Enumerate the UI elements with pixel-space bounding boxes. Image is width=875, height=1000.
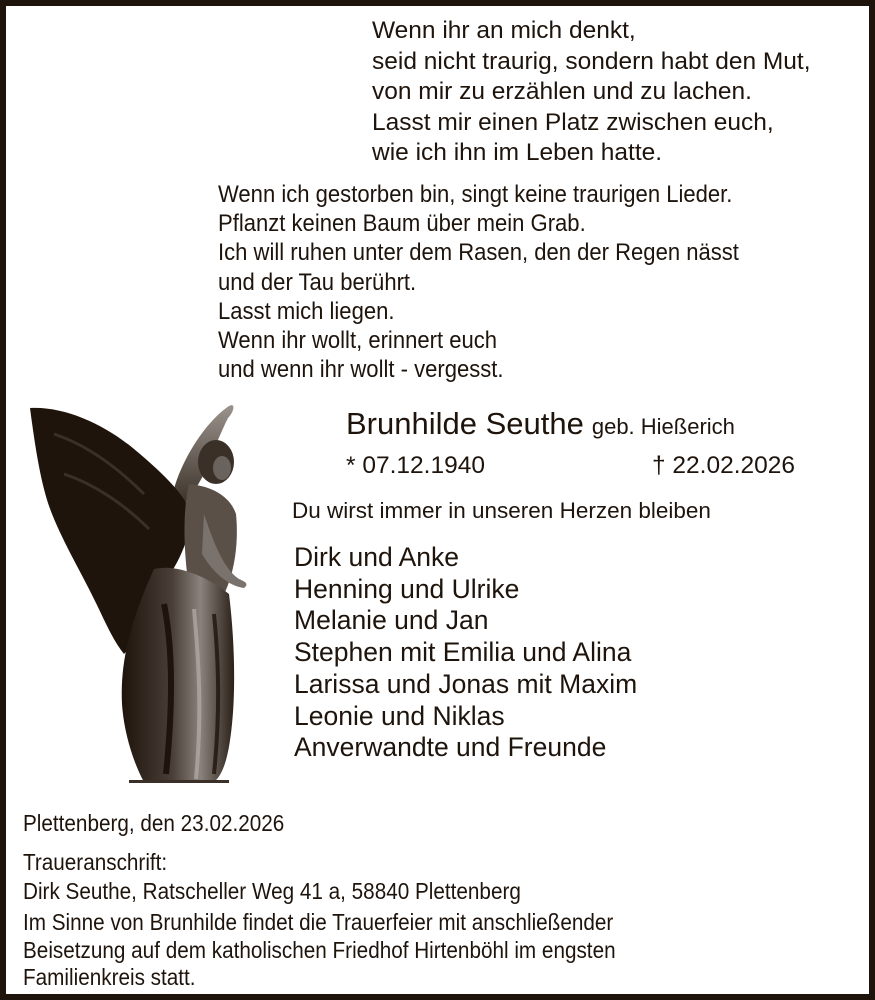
mourning-address: [23, 848, 521, 906]
mourners-list: [294, 542, 637, 764]
poem-line: Wenn ich gestorben bin, singt keine traurigen Lieder.: [218, 181, 733, 208]
address-label: Traueranschrift:: [23, 849, 168, 875]
birth-date: * 07.12.1940: [346, 452, 485, 479]
maiden-name: geb. Hießerich: [591, 414, 735, 439]
mourner-entry: Leonie und Niklas: [294, 700, 505, 731]
poem-top: [372, 16, 811, 169]
poem-line: Ich will ruhen unter dem Rasen, den der Regen nässt: [218, 239, 739, 267]
poem-line: Wenn ihr wollt, erinnert euch: [218, 327, 498, 355]
funeral-note: [23, 909, 616, 992]
poem-line: und der Tau berührt.: [218, 268, 417, 296]
mourner-entry: Dirk und Anke: [294, 542, 459, 572]
poem-line: Lasst mir einen Platz zwischen euch,: [372, 108, 774, 136]
memorial-motto: Du wirst immer in unseren Herzen bleiben: [292, 498, 711, 523]
note-line: Beisetzung auf dem katholischen Friedhof Hirtenböhl im engsten: [23, 936, 616, 963]
mourner-entry: Stephen mit Emilia und Alina: [294, 637, 632, 668]
note-line: Familienkreis statt.: [23, 964, 196, 990]
deceased-name-row: [346, 406, 735, 442]
place-and-date: Plettenberg, den 23.02.2026: [23, 810, 285, 836]
angel-statue-icon: [24, 394, 264, 786]
mourner-entry: Larissa und Jonas mit Maxim: [294, 668, 638, 699]
note-line: Im Sinne von Brunhilde findet die Trauerfeier mit anschließender: [23, 909, 614, 935]
poem-line: wie ich ihn im Leben hatte.: [372, 139, 663, 166]
deceased-name: Brunhilde Seuthe: [346, 406, 584, 441]
poem-line: von mir zu erzählen und zu lachen.: [372, 78, 752, 105]
mourner-entry: Henning und Ulrike: [294, 573, 520, 604]
poem-line: und wenn ihr wollt - vergesst.: [218, 356, 504, 384]
mourner-entry: Anverwandte und Freunde: [294, 732, 607, 763]
poem-second: [218, 180, 739, 384]
poem-line: Lasst mich liegen.: [218, 297, 395, 325]
poem-line: Wenn ihr an mich denkt,: [372, 17, 636, 44]
mourner-entry: Melanie und Jan: [294, 605, 489, 636]
address-text: Dirk Seuthe, Ratscheller Weg 41 a, 58840 Plettenberg: [23, 878, 521, 904]
poem-line: Pflanzt keinen Baum über mein Grab.: [218, 210, 586, 238]
death-date: † 22.02.2026: [652, 452, 796, 479]
poem-line: seid nicht traurig, sondern habt den Mut,: [372, 47, 811, 75]
